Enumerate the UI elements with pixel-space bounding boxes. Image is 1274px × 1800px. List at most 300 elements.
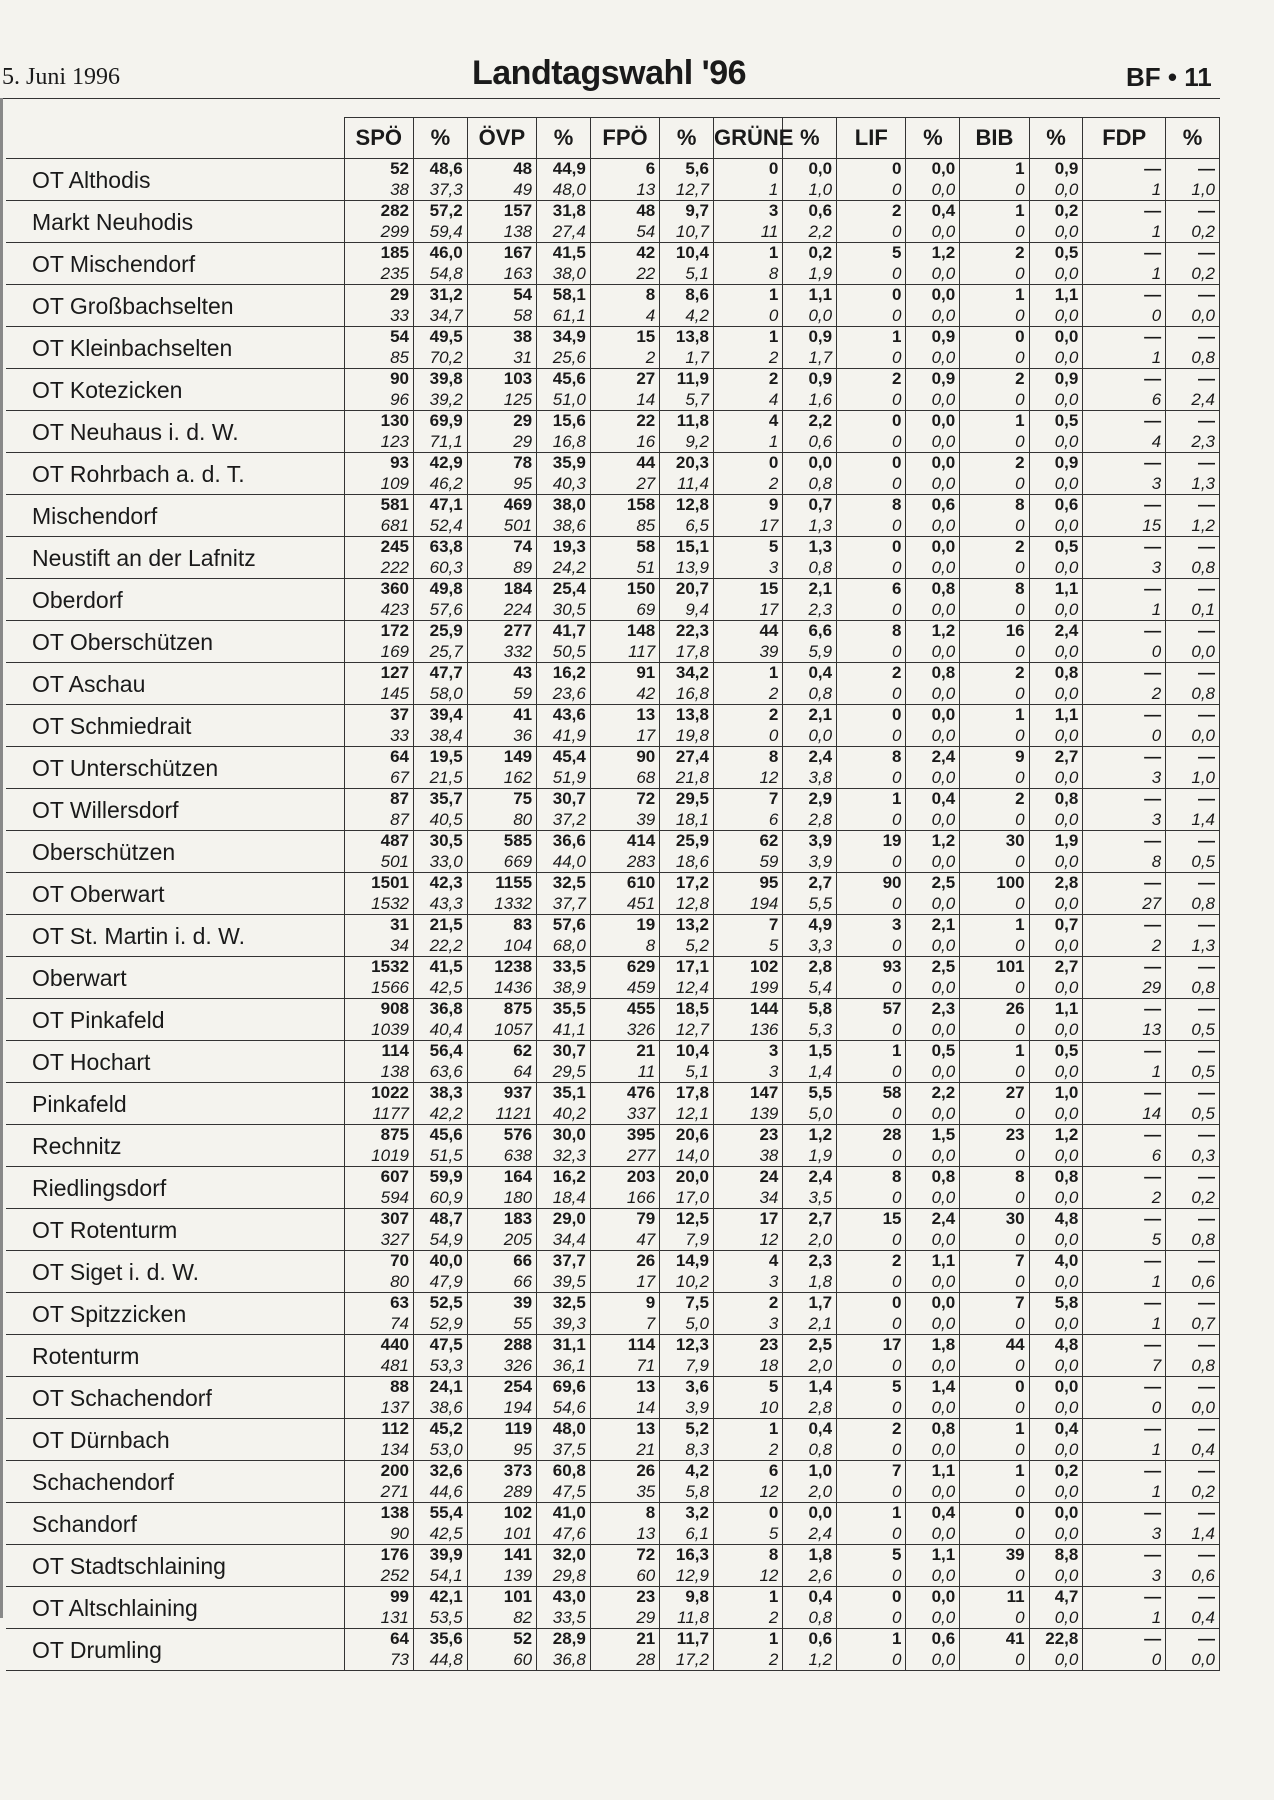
result-1996-cell: 38	[467, 327, 536, 348]
result-previous-cell: 0	[960, 1523, 1029, 1545]
result-1996-cell: —	[1166, 1503, 1220, 1524]
municipality-name: OT Willersdorf	[6, 789, 344, 831]
result-1996-cell: —	[1166, 285, 1220, 306]
result-1996-cell: 440	[344, 1335, 413, 1356]
result-previous-cell: 25,7	[413, 641, 467, 663]
result-previous-cell: 67	[344, 767, 413, 789]
result-previous-cell: 205	[467, 1229, 536, 1251]
result-previous-cell: 2,8	[783, 809, 837, 831]
result-1996-cell: —	[1083, 1125, 1166, 1146]
result-1996-cell: 42,3	[413, 873, 467, 894]
result-previous-cell: 481	[344, 1355, 413, 1377]
result-previous-cell: 1	[1083, 179, 1166, 201]
result-previous-cell: 681	[344, 515, 413, 537]
result-previous-cell: 271	[344, 1481, 413, 1503]
result-previous-cell: 0,8	[1166, 557, 1220, 579]
result-1996-cell: —	[1083, 579, 1166, 600]
result-1996-cell: 42,9	[413, 453, 467, 474]
result-previous-cell: 0,0	[906, 557, 960, 579]
municipality-name: OT Drumling	[6, 1629, 344, 1671]
result-1996-cell: 41	[960, 1629, 1029, 1650]
result-previous-cell: 451	[590, 893, 659, 915]
result-previous-cell: 235	[344, 263, 413, 285]
result-previous-cell: 0,5	[1166, 851, 1220, 873]
result-previous-cell: 139	[467, 1565, 536, 1587]
result-1996-cell: 15	[837, 1209, 906, 1230]
result-previous-cell: 125	[467, 389, 536, 411]
result-previous-cell: 0,0	[906, 1439, 960, 1461]
result-previous-cell: 0,0	[906, 1103, 960, 1125]
municipality-name: OT Rohrbach a. d. T.	[6, 453, 344, 495]
result-previous-cell: 0,0	[1029, 767, 1083, 789]
result-1996-cell: 41	[467, 705, 536, 726]
result-previous-cell: 0,2	[1166, 221, 1220, 243]
result-1996-cell: 875	[344, 1125, 413, 1146]
result-previous-cell: 80	[344, 1271, 413, 1293]
table-row	[6, 537, 1220, 558]
result-previous-cell: 104	[467, 935, 536, 957]
result-previous-cell: 23,6	[537, 683, 591, 705]
result-previous-cell: 54,6	[537, 1397, 591, 1419]
result-previous-cell: 34,7	[413, 305, 467, 327]
result-1996-cell: 14,9	[660, 1251, 714, 1272]
result-previous-cell: 0,0	[906, 641, 960, 663]
result-1996-cell: 27,4	[660, 747, 714, 768]
result-previous-cell: 0	[960, 1355, 1029, 1377]
result-previous-cell: 0,0	[906, 1313, 960, 1335]
result-previous-cell: 0	[960, 851, 1029, 873]
municipality-name: Mischendorf	[6, 495, 344, 537]
result-1996-cell: 5,8	[1029, 1293, 1083, 1314]
table-row	[6, 915, 1220, 936]
result-1996-cell: —	[1166, 453, 1220, 474]
result-previous-cell: 0,0	[1029, 1439, 1083, 1461]
result-1996-cell: 57,6	[537, 915, 591, 936]
result-previous-cell: 2	[713, 347, 782, 369]
result-previous-cell: 0,2	[1166, 263, 1220, 285]
result-1996-cell: 0	[960, 1377, 1029, 1398]
result-1996-cell: 164	[467, 1167, 536, 1188]
result-previous-cell: 2,0	[783, 1229, 837, 1251]
result-previous-cell: 0	[960, 557, 1029, 579]
result-previous-cell: 4	[713, 389, 782, 411]
result-previous-cell: 0	[837, 935, 906, 957]
result-1996-cell: —	[1083, 1293, 1166, 1314]
column-header: ÖVP	[467, 118, 536, 159]
result-1996-cell: 90	[837, 873, 906, 894]
result-previous-cell: 2,1	[783, 1313, 837, 1335]
result-previous-cell: 37,3	[413, 179, 467, 201]
result-1996-cell: —	[1083, 663, 1166, 684]
result-1996-cell: 47,1	[413, 495, 467, 516]
table-row	[6, 789, 1220, 810]
result-1996-cell: 414	[590, 831, 659, 852]
result-1996-cell: 22	[590, 411, 659, 432]
result-previous-cell: 46,2	[413, 473, 467, 495]
result-previous-cell: 3,3	[783, 935, 837, 957]
result-previous-cell: 10,2	[660, 1271, 714, 1293]
result-1996-cell: 581	[344, 495, 413, 516]
result-1996-cell: 0,4	[906, 789, 960, 810]
result-1996-cell: 41,7	[537, 621, 591, 642]
result-previous-cell: 3	[1083, 557, 1166, 579]
result-1996-cell: 2	[837, 663, 906, 684]
result-previous-cell: 12,8	[660, 893, 714, 915]
result-previous-cell: 0	[1083, 725, 1166, 747]
result-1996-cell: 2	[837, 201, 906, 222]
municipality-name: OT Spitzzicken	[6, 1293, 344, 1335]
result-1996-cell: 167	[467, 243, 536, 264]
result-1996-cell: 2,4	[1029, 621, 1083, 642]
result-previous-cell: 1,4	[1166, 1523, 1220, 1545]
result-1996-cell: 41,5	[537, 243, 591, 264]
table-row	[6, 495, 1220, 516]
result-previous-cell: 36,1	[537, 1355, 591, 1377]
result-previous-cell: 194	[467, 1397, 536, 1419]
result-1996-cell: 8	[837, 495, 906, 516]
result-1996-cell: 1,4	[783, 1377, 837, 1398]
result-previous-cell: 66	[467, 1271, 536, 1293]
result-previous-cell: 7,9	[660, 1229, 714, 1251]
result-previous-cell: 0	[837, 1061, 906, 1083]
result-1996-cell: 0,5	[1029, 537, 1083, 558]
result-previous-cell: 638	[467, 1145, 536, 1167]
result-previous-cell: 0	[837, 431, 906, 453]
result-1996-cell: 4,8	[1029, 1335, 1083, 1356]
result-previous-cell: 38	[344, 179, 413, 201]
result-1996-cell: 39,4	[413, 705, 467, 726]
result-1996-cell: 0,8	[906, 1419, 960, 1440]
result-1996-cell: 138	[344, 1503, 413, 1524]
result-previous-cell: 10,7	[660, 221, 714, 243]
result-1996-cell: 6	[590, 159, 659, 180]
result-previous-cell: 0,5	[1166, 1061, 1220, 1083]
result-1996-cell: 7	[960, 1251, 1029, 1272]
result-previous-cell: 29,8	[537, 1565, 591, 1587]
result-1996-cell: 57	[837, 999, 906, 1020]
result-previous-cell: 2	[713, 683, 782, 705]
result-previous-cell: 0,8	[1166, 1355, 1220, 1377]
result-1996-cell: 29	[344, 285, 413, 306]
result-previous-cell: 0,6	[783, 431, 837, 453]
result-1996-cell: 0,0	[906, 537, 960, 558]
result-previous-cell: 55	[467, 1313, 536, 1335]
result-previous-cell: 89	[467, 557, 536, 579]
result-previous-cell: 73	[344, 1649, 413, 1671]
result-previous-cell: 0,0	[906, 893, 960, 915]
result-1996-cell: —	[1083, 1377, 1166, 1398]
result-previous-cell: 6	[1083, 389, 1166, 411]
result-previous-cell: 1,4	[783, 1061, 837, 1083]
result-1996-cell: 0,4	[906, 1503, 960, 1524]
result-previous-cell: 669	[467, 851, 536, 873]
result-previous-cell: 501	[467, 515, 536, 537]
result-previous-cell: 33,0	[413, 851, 467, 873]
result-previous-cell: 18,4	[537, 1187, 591, 1209]
result-previous-cell: 0	[960, 1481, 1029, 1503]
result-1996-cell: 0,6	[1029, 495, 1083, 516]
result-1996-cell: 0,4	[783, 1419, 837, 1440]
result-1996-cell: 11,8	[660, 411, 714, 432]
result-1996-cell: —	[1083, 1209, 1166, 1230]
result-previous-cell: 337	[590, 1103, 659, 1125]
result-previous-cell: 39	[590, 809, 659, 831]
result-previous-cell: 33,5	[537, 1607, 591, 1629]
result-1996-cell: 43	[467, 663, 536, 684]
result-1996-cell: 2	[960, 663, 1029, 684]
result-1996-cell: 114	[344, 1041, 413, 1062]
result-previous-cell: 0	[960, 809, 1029, 831]
result-previous-cell: 1057	[467, 1019, 536, 1041]
result-1996-cell: 43,6	[537, 705, 591, 726]
result-1996-cell: 35,5	[537, 999, 591, 1020]
result-previous-cell: 0,0	[1029, 1187, 1083, 1209]
result-1996-cell: 0	[837, 537, 906, 558]
result-1996-cell: —	[1166, 201, 1220, 222]
result-previous-cell: 0,0	[1029, 1103, 1083, 1125]
result-1996-cell: 908	[344, 999, 413, 1020]
result-previous-cell: 0,0	[1029, 1313, 1083, 1335]
result-1996-cell: 1	[960, 201, 1029, 222]
result-1996-cell: 130	[344, 411, 413, 432]
result-1996-cell: 1,2	[906, 831, 960, 852]
municipality-name: Rechnitz	[6, 1125, 344, 1167]
result-1996-cell: —	[1166, 579, 1220, 600]
result-1996-cell: 43,0	[537, 1587, 591, 1608]
municipality-name: OT Pinkafeld	[6, 999, 344, 1041]
result-previous-cell: 326	[467, 1355, 536, 1377]
column-header: %	[906, 118, 960, 159]
result-1996-cell: 2,7	[783, 1209, 837, 1230]
result-1996-cell: —	[1166, 789, 1220, 810]
result-previous-cell: 5	[1083, 1229, 1166, 1251]
result-1996-cell: 34,9	[537, 327, 591, 348]
result-1996-cell: 1	[713, 243, 782, 264]
result-1996-cell: —	[1166, 621, 1220, 642]
result-previous-cell: 0,0	[906, 1481, 960, 1503]
result-previous-cell: 1,7	[660, 347, 714, 369]
result-previous-cell: 0,0	[1029, 1271, 1083, 1293]
page-title: Landtagswahl '96	[472, 54, 747, 92]
result-1996-cell: 203	[590, 1167, 659, 1188]
result-1996-cell: 95	[713, 873, 782, 894]
result-1996-cell: 1,1	[906, 1251, 960, 1272]
result-1996-cell: 75	[467, 789, 536, 810]
result-1996-cell: 0,0	[1029, 327, 1083, 348]
result-previous-cell: 0	[960, 179, 1029, 201]
result-1996-cell: 127	[344, 663, 413, 684]
result-previous-cell: 1	[1083, 1271, 1166, 1293]
result-previous-cell: 24,2	[537, 557, 591, 579]
result-previous-cell: 1,2	[783, 1649, 837, 1671]
result-previous-cell: 0,5	[1166, 1103, 1220, 1125]
result-1996-cell: 36,8	[413, 999, 467, 1020]
result-1996-cell: —	[1166, 1545, 1220, 1566]
result-previous-cell: 332	[467, 641, 536, 663]
result-previous-cell: 5,8	[660, 1481, 714, 1503]
result-previous-cell: 0	[837, 893, 906, 915]
result-previous-cell: 30,5	[537, 599, 591, 621]
result-1996-cell: 63	[344, 1293, 413, 1314]
result-1996-cell: 141	[467, 1545, 536, 1566]
result-previous-cell: 11	[590, 1061, 659, 1083]
result-1996-cell: 39	[960, 1545, 1029, 1566]
result-previous-cell: 0,0	[906, 851, 960, 873]
table-row	[6, 453, 1220, 474]
result-1996-cell: 2,4	[906, 747, 960, 768]
result-previous-cell: 96	[344, 389, 413, 411]
result-previous-cell: 0,0	[906, 599, 960, 621]
result-1996-cell: 1532	[344, 957, 413, 978]
result-1996-cell: 7	[713, 789, 782, 810]
result-previous-cell: 12	[713, 1481, 782, 1503]
result-previous-cell: 40,4	[413, 1019, 467, 1041]
result-previous-cell: 21,5	[413, 767, 467, 789]
result-1996-cell: 19,5	[413, 747, 467, 768]
column-header: SPÖ	[344, 118, 413, 159]
municipality-name: OT Schachendorf	[6, 1377, 344, 1419]
municipality-name: Schandorf	[6, 1503, 344, 1545]
result-1996-cell: 245	[344, 537, 413, 558]
result-1996-cell: 373	[467, 1461, 536, 1482]
result-1996-cell: 1,1	[906, 1461, 960, 1482]
result-previous-cell: 5,2	[660, 935, 714, 957]
result-previous-cell: 14	[1083, 1103, 1166, 1125]
result-1996-cell: 29,0	[537, 1209, 591, 1230]
result-previous-cell: 7,9	[660, 1355, 714, 1377]
result-1996-cell: 9	[590, 1293, 659, 1314]
result-1996-cell: —	[1166, 1335, 1220, 1356]
result-1996-cell: 1	[960, 1041, 1029, 1062]
result-1996-cell: 8	[960, 579, 1029, 600]
result-previous-cell: 52,9	[413, 1313, 467, 1335]
result-1996-cell: —	[1083, 1335, 1166, 1356]
result-1996-cell: 282	[344, 201, 413, 222]
result-previous-cell: 2,0	[783, 1481, 837, 1503]
result-1996-cell: 2,9	[783, 789, 837, 810]
table-row	[6, 831, 1220, 852]
result-previous-cell: 0	[960, 725, 1029, 747]
result-1996-cell: 44	[590, 453, 659, 474]
result-previous-cell: 0,0	[1029, 431, 1083, 453]
result-1996-cell: —	[1083, 705, 1166, 726]
result-previous-cell: 15	[1083, 515, 1166, 537]
result-previous-cell: 17	[590, 1271, 659, 1293]
result-previous-cell: 594	[344, 1187, 413, 1209]
table-row	[6, 663, 1220, 684]
result-previous-cell: 138	[344, 1061, 413, 1083]
result-1996-cell: —	[1083, 411, 1166, 432]
result-1996-cell: 0,0	[906, 159, 960, 180]
result-previous-cell: 0,0	[783, 725, 837, 747]
result-previous-cell: 12,1	[660, 1103, 714, 1125]
result-1996-cell: —	[1166, 999, 1220, 1020]
result-previous-cell: 0,0	[906, 809, 960, 831]
result-previous-cell: 38,4	[413, 725, 467, 747]
result-1996-cell: 17	[837, 1335, 906, 1356]
result-1996-cell: 87	[344, 789, 413, 810]
result-1996-cell: 1,1	[1029, 999, 1083, 1020]
result-1996-cell: 0,4	[783, 663, 837, 684]
result-1996-cell: —	[1083, 831, 1166, 852]
result-1996-cell: 69,6	[537, 1377, 591, 1398]
result-1996-cell: 29	[467, 411, 536, 432]
result-1996-cell: 0,5	[906, 1041, 960, 1062]
result-previous-cell: 459	[590, 977, 659, 999]
result-previous-cell: 0,0	[906, 683, 960, 705]
result-previous-cell: 2,3	[783, 599, 837, 621]
result-1996-cell: 7	[837, 1461, 906, 1482]
result-1996-cell: 6,6	[783, 621, 837, 642]
result-previous-cell: 6	[713, 809, 782, 831]
result-1996-cell: 875	[467, 999, 536, 1020]
result-previous-cell: 0,8	[1166, 977, 1220, 999]
result-previous-cell: 0,8	[783, 557, 837, 579]
result-previous-cell: 5,1	[660, 1061, 714, 1083]
result-1996-cell: 13	[590, 705, 659, 726]
result-previous-cell: 0	[960, 347, 1029, 369]
result-1996-cell: 54	[344, 327, 413, 348]
result-1996-cell: 28	[837, 1125, 906, 1146]
table-row	[6, 873, 1220, 894]
result-1996-cell: 0,2	[783, 243, 837, 264]
result-previous-cell: 501	[344, 851, 413, 873]
result-1996-cell: 0,9	[1029, 453, 1083, 474]
result-1996-cell: 26	[590, 1461, 659, 1482]
result-1996-cell: 1,5	[906, 1125, 960, 1146]
result-previous-cell: 2,4	[1166, 389, 1220, 411]
result-previous-cell: 0,0	[906, 1649, 960, 1671]
result-previous-cell: 3,5	[783, 1187, 837, 1209]
result-previous-cell: 14	[590, 389, 659, 411]
result-previous-cell: 0,0	[1029, 1145, 1083, 1167]
result-previous-cell: 0,0	[1029, 1019, 1083, 1041]
result-1996-cell: 41,5	[413, 957, 467, 978]
result-1996-cell: —	[1166, 1125, 1220, 1146]
page-header	[0, 52, 1220, 98]
result-previous-cell: 8	[713, 263, 782, 285]
municipality-name: OT Althodis	[6, 159, 344, 201]
result-previous-cell: 17,2	[660, 1649, 714, 1671]
result-1996-cell: 0	[837, 285, 906, 306]
result-1996-cell: 0,8	[1029, 789, 1083, 810]
result-previous-cell: 180	[467, 1187, 536, 1209]
result-1996-cell: 185	[344, 243, 413, 264]
result-1996-cell: 937	[467, 1083, 536, 1104]
result-previous-cell: 12	[713, 767, 782, 789]
result-previous-cell: 0,0	[906, 221, 960, 243]
result-previous-cell: 18,6	[660, 851, 714, 873]
result-1996-cell: 1	[837, 1503, 906, 1524]
result-1996-cell: 0,0	[1029, 1503, 1083, 1524]
result-previous-cell: 0	[837, 1019, 906, 1041]
result-previous-cell: 2	[713, 1439, 782, 1461]
result-1996-cell: 45,6	[413, 1125, 467, 1146]
result-previous-cell: 1,8	[783, 1271, 837, 1293]
result-1996-cell: 32,5	[537, 873, 591, 894]
result-1996-cell: 0,0	[783, 159, 837, 180]
result-1996-cell: 25,4	[537, 579, 591, 600]
result-1996-cell: 3	[713, 1041, 782, 1062]
result-previous-cell: 22	[590, 263, 659, 285]
table-row	[6, 1461, 1220, 1482]
result-1996-cell: 7	[713, 915, 782, 936]
result-previous-cell: 0	[960, 1061, 1029, 1083]
result-previous-cell: 0	[837, 1355, 906, 1377]
municipality-name: OT Altschlaining	[6, 1587, 344, 1629]
result-1996-cell: 13	[590, 1377, 659, 1398]
result-1996-cell: 8	[590, 285, 659, 306]
